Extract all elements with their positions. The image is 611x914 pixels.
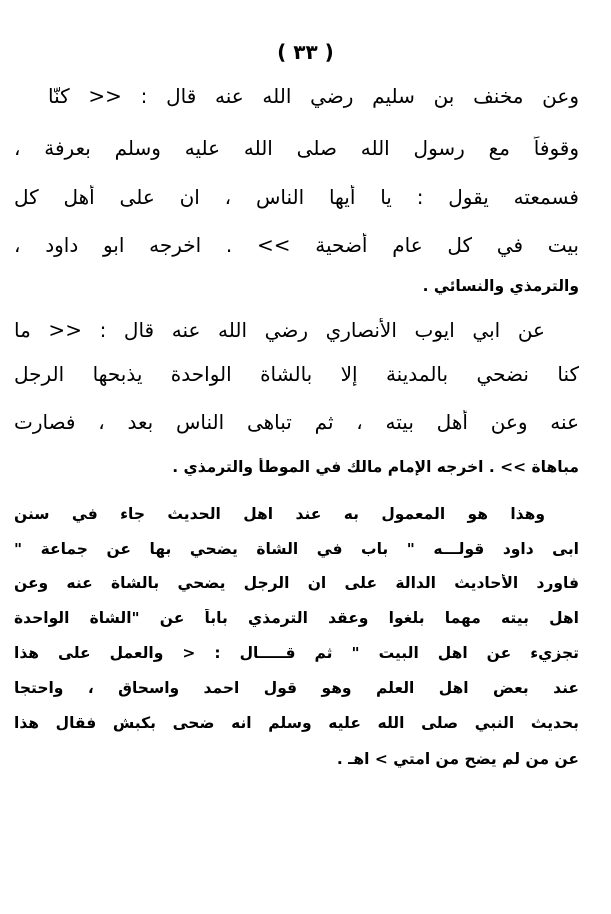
hadith-2-line-1: عن ابي ايوب الأنصاري رضي الله عنه قال : << ما: [14, 318, 545, 342]
hadith-1-line-3: فسمعته يقول : يا أيها الناس ، ان على أهل كل: [14, 185, 579, 209]
hadith-2-line-3: عنه وعن أهل بيته ، ثم تباهى الناس بعد ، فصارت: [14, 410, 579, 434]
hadith-1-line-5: والترمذي والنسائي .: [422, 277, 579, 295]
commentary-line-7: بحديث النبي صلى الله عليه وسلم انه ضحى بكبش فقال هذا: [14, 714, 579, 732]
hadith-2-line-4: مباهاة >> . اخرجه الإمام مالك في الموطأ والترمذي .: [172, 458, 579, 476]
hadith-1-line-1: وعن مخنف بن سليم رضي الله عنه قال : << كنّا: [48, 84, 579, 108]
commentary-line-1: وهذا هو المعمول به عند اهل الحديث جاء في سنن: [14, 505, 545, 523]
page-number: ( ٣٣ ): [277, 40, 334, 64]
hadith-2-line-2: كنا نضحي بالمدينة إلا بالشاة الواحدة يذبحها الرجل: [14, 362, 579, 386]
commentary-line-2: ابى داود قولـــه " باب في الشاة يضحي بها عن جماعة ": [14, 540, 579, 558]
hadith-1-line-2: وقوفاً مع رسول الله صلى الله عليه وسلم بعرفة ،: [14, 136, 579, 160]
commentary-line-8: عن من لم يضح من امتي > اهـ .: [336, 750, 579, 768]
commentary-line-3: فاورد الأحاديث الدالة على ان الرجل يضحي بالشاة عنه وعن: [14, 574, 579, 592]
commentary-line-4: اهل بيته مهما بلغوا وعقد الترمذي باباً عن "الشاة الواحدة: [14, 609, 579, 627]
hadith-1-line-4: بيت في كل عام أضحية >> . اخرجه ابو داود ،: [14, 233, 579, 257]
commentary-line-6: عند بعض اهل العلم وهو قول احمد واسحاق ، واحتجا: [14, 679, 579, 697]
commentary-line-5: تجزيء عن اهل البيت " ثم قـــــال : < والعمل على هذا: [14, 644, 579, 662]
